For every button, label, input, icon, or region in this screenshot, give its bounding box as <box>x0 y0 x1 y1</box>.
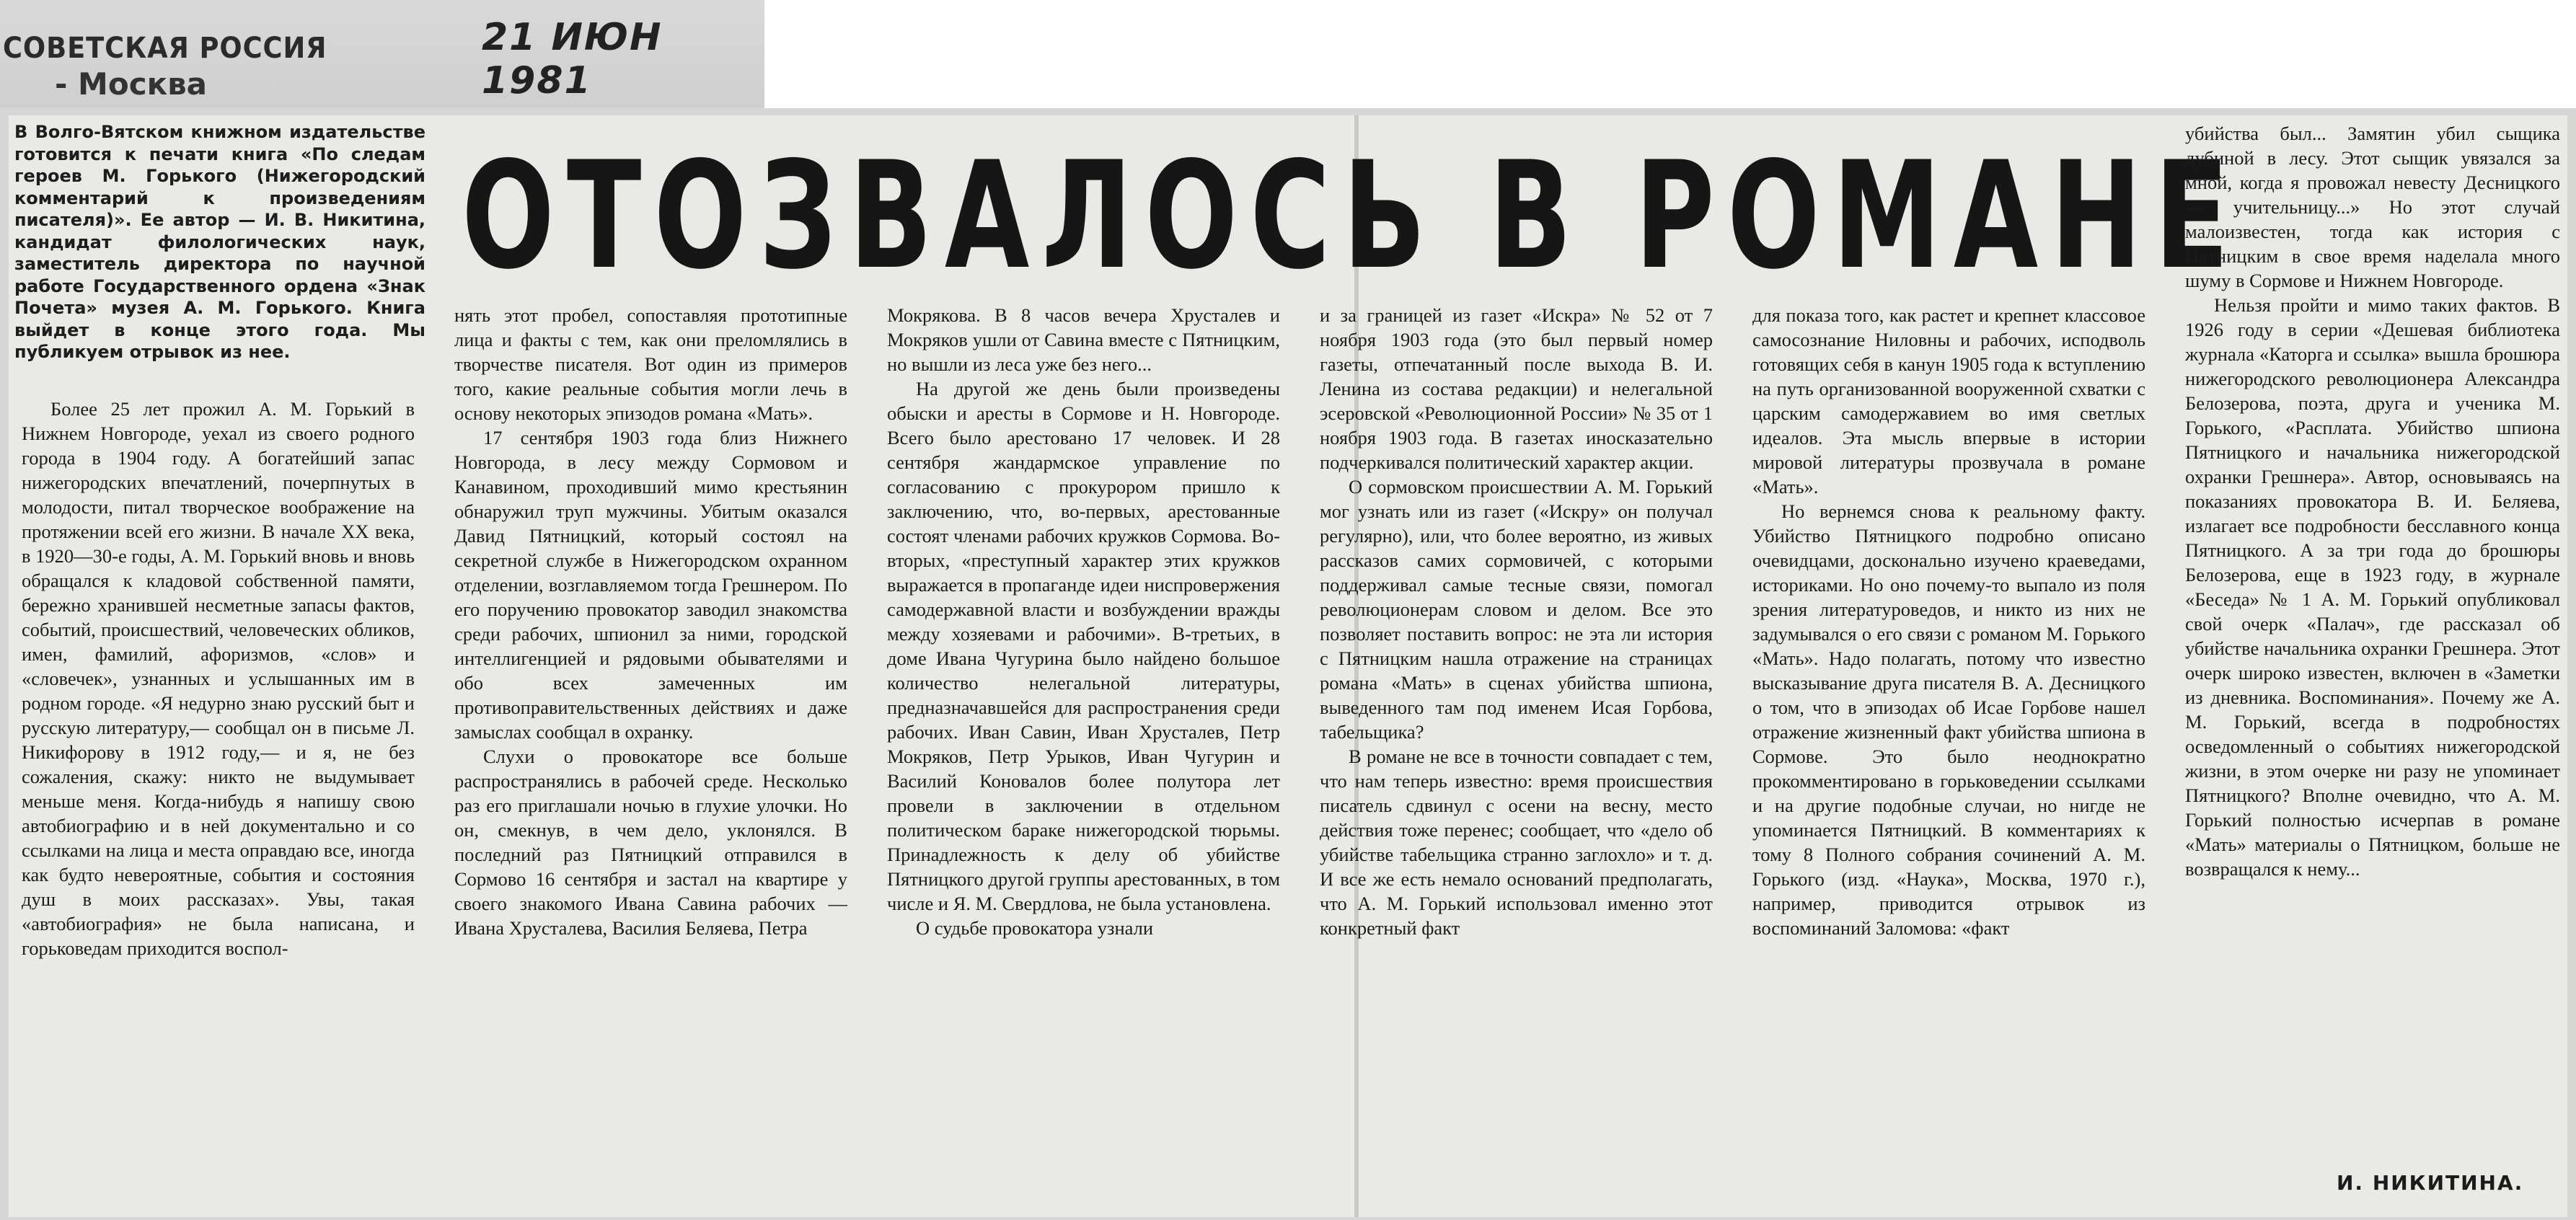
newspaper-clipping <box>0 108 2576 1220</box>
article-headline: ОТОЗВАЛОСЬ В РОМАНЕ <box>462 131 2241 302</box>
clipping-stamp <box>0 0 764 108</box>
paragraph: для показа того, как растет и крепнет классовое самосознание Ниловны и рабочих, исподволь готовящих себя в канун 1905 года к вступлению на путь организованной вооруженной схватки с царским самодержавием во имя светлых идеалов. Эта мысль впервые в истории мировой литературы прозвучала в романе «Мать». <box>1752 304 2145 498</box>
column-1 <box>22 397 415 960</box>
paragraph: О сормовском происшествии А. М. Горький мог узнать или из газет («Искру» он получал регулярно), или, что более вероятно, из живых рассказов самих сормовичей, с которыми поддерживал самые тесные связи, помогал революционерам словом и делом. Все это позволяет поставить вопрос: не эта ли история с Пятницким нашла отражение на страницах романа «Мать» в сценах убийства шпиона, выведенного там под именем Исая Горбова, табельщика? <box>1320 476 1713 743</box>
paragraph: убийства был... Замятин убил сыщика дубиной в лесу. Этот сыщик увязался за мной, когда я провожал невесту Десницкого — учительницу...» Но этот случай малоизвестен, тогда как история с Пятницким в свое время наделала много шуму в Сормове и Нижнем Новгороде. <box>2185 123 2560 291</box>
paragraph: Мокрякова. В 8 часов вечера Хрусталев и Мокряков ушли от Савина вместе с Пятницким, но вышли из леса уже без него... <box>887 304 1280 375</box>
paragraph: В романе не все в точности совпадает с тем, что нам теперь известно: время происшествия писатель сдвинул с осени на весну, место действия тоже перенес; сообщает, что «дело об убийстве табельщика странно заглохло» и т. д. И все же есть немало оснований предполагать, что А. М. Горький использовал именно этот конкретный факт <box>1320 746 1713 939</box>
paragraph: О судьбе провокатора узнали <box>916 917 1154 939</box>
newspaper-city: - Москва <box>55 66 208 102</box>
paragraph: и за границей из газет «Искра» № 52 от 7 ноября 1903 года (это был первый номер газеты, отпечатанный после выхода В. И. Ленина из состава редакции) и нелегальной эсеровской «Революционной России» № 35 от 1 ноября 1903 года. В газетах иносказательно подчеркивался политический характер акции. <box>1320 304 1713 473</box>
author-signature: И. НИКИТИНА. <box>2337 1171 2524 1195</box>
paragraph: На другой же день были произведены обыски и аресты в Сормове и Н. Новгороде. Всего было арестовано 17 человек. И 28 сентября жандармское управление по согласованию с прокурором пришло к заключению, что, во-первых, арестованные состоят членами рабочих кружков Сормова. Во-вторых, «преступный характер этих кружков выражается в пропаганде идеи ниспровержения самодержавной власти и возбуждении вражды между хозяевами и рабочими». В-третьих, в доме Ивана Чугурина было найдено большое количество нелегальной литературы, предназначавшейся для распространения среди рабочих. Иван Савин, Иван Хрусталев, Петр Мокряков, Петр Урыков, Иван Чугурин и Василий Коновалов более полутора лет провели в заключении в отдельном политическом бараке нижегородской тюрьмы. Принадлежность к делу об убийстве Пятницкого другой группы арестованных, в том числе и Я. М. Свердлова, не была установлена. <box>887 378 1280 914</box>
paragraph: 17 сентября 1903 года близ Нижнего Новгорода, в лесу между Сормовом и Канавином, проходивший мимо крестьянин обнаружил труп мужчины. Убитым оказался Давид Пятницкий, который состоял на секретной службе в Нижегородском охранном отделении, возглавляемом тогда Грешнером. По его поручению провокатор заводил знакомства среди рабочих, шпионил за ними, городской интеллигенцией и рядовыми обывателями и обо всех замеченных им противоправительственных действиях и даже замыслах сообщал в охранку. <box>454 427 847 743</box>
column-2 <box>454 303 847 940</box>
paragraph: Слухи о провокаторе все больше распространялись в рабочей среде. Несколько раз его приглашали ночью в глухие улочки. Но он, смекнув, в чем дело, уклонялся. В последний раз Пятницкий отправился в Сормово 16 сентября и застал на квартире у своего знакомого Ивана Савина рабочих — Ивана Хрусталева, Василия Беляева, Петра <box>454 746 847 939</box>
column-3 <box>887 303 1280 940</box>
paragraph: Но вернемся снова к реальному факту. Убийство Пятницкого подробно описано очевидцами, досконально изучено краеведами, историками. Но оно почему-то выпало из поля зрения литературоведов, и никто из них не задумывался о его связи с романом М. Горького «Мать». Надо полагать, потому что известно высказывание друга писателя В. А. Десницкого о том, что в эпизодах об Исае Горбове нашел отражение жизненный факт убийства шпиона в Сормове. Это было неоднократно прокомментировано в горьковедении ссылками и на другие подобные случаи, но нигде не упоминается Пятницкий. В комментариях к тому 8 Полного собрания сочинений А. М. Горького (изд. «Наука», Москва, 1970 г.), например, приводится отрывок из воспоминаний Заломова: «факт <box>1752 500 2145 939</box>
paragraph: Более 25 лет прожил А. М. Горький в Нижнем Новгороде, уехал из своего родного города в 1904 году. А богатейший запас нижегородских впечатлений, почерпнутых в молодости, питал творческое воображение на протяжении всей его жизни. В начале XX века, в 1920—30-е годы, А. М. Горький вновь и вновь обращался к кладовой собственной памяти, бережно хранившей несметные запасы фактов, событий, происшествий, человеческих обликов, имен, фамилий, афоризмов, «слов» и «словечек», узнанных и услышанных им в родном городе. «Я недурно знаю русский быт и русскую литературу,— сообщал он в письме Л. Никифорову в 1912 году,— и я, не без сожаления, скажу: никто не выдумывает меньше меня. Когда-нибудь я напишу свою автобиографию и в ней документально и со ссылками на лица и места оправдаю все, иногда как будто невероятные, события и состояния душ в моих рассказах». Увы, такая «автобиография» не была написана, и горьковедам приходится воспол- <box>22 398 415 959</box>
column-4 <box>1320 303 1713 940</box>
newspaper-name: СОВЕТСКАЯ РОССИЯ <box>3 32 327 65</box>
publication-date: 21 ИЮН 1981 <box>482 16 663 102</box>
column-6 <box>2185 121 2560 881</box>
article-intro: В Волго-Вятском книжном издательстве готовится к печати книга «По следам героев М. Горького (Нижегородский комментарий к произведениям писателя)». Ее автор — И. В. Никитина, кандидат филологических наук, заместитель директора по научной работе Государственного ордена «Знак Почета» музея А. М. Горького. Книга выйдет в конце этого года. Мы публикуем отрывок из нее. <box>14 122 425 362</box>
paragraph: нять этот пробел, сопоставляя прототипные лица и факты с тем, как они преломлялись в творчестве писателя. Вот один из примеров того, какие реальные события могли лечь в основу некоторых эпизодов романа «Мать». <box>454 304 847 424</box>
column-5 <box>1752 303 2145 940</box>
paragraph: Нельзя пройти и мимо таких фактов. В 1926 году в серии «Дешевая библиотека журнала «Каторга и ссылка» вышла брошюра нижегородского революционера Александра Белозерова, поэта, друга и ученика М. Горького, «Расплата. Убийство шпиона Пятницкого и начальника нижегородской охранки Грешнера». Автор, основываясь на показаниях провокатора В. И. Беляева, излагает все подробности бесславного конца Пятницкого. А за три года до брошюры Белозерова, еще в 1923 году, в журнале «Беседа» № 1 А. М. Горький опубликовал свой очерк «Палач», где рассказал об убийстве начальника охранки Грешнера. Этот очерк широко известен, включен в «Заметки из дневника. Воспоминания». Почему же А. М. Горький, всегда в подробностях осведомленный о событиях нижегородской жизни, в этом очерке ни разу не упоминает Пятницкого? Вполне очевидно, что А. М. Горький полностью исчерпав в романе «Мать» материалы о Пятницком, больше не возвращался к нему... <box>2185 294 2560 880</box>
stamp-area <box>0 0 764 108</box>
